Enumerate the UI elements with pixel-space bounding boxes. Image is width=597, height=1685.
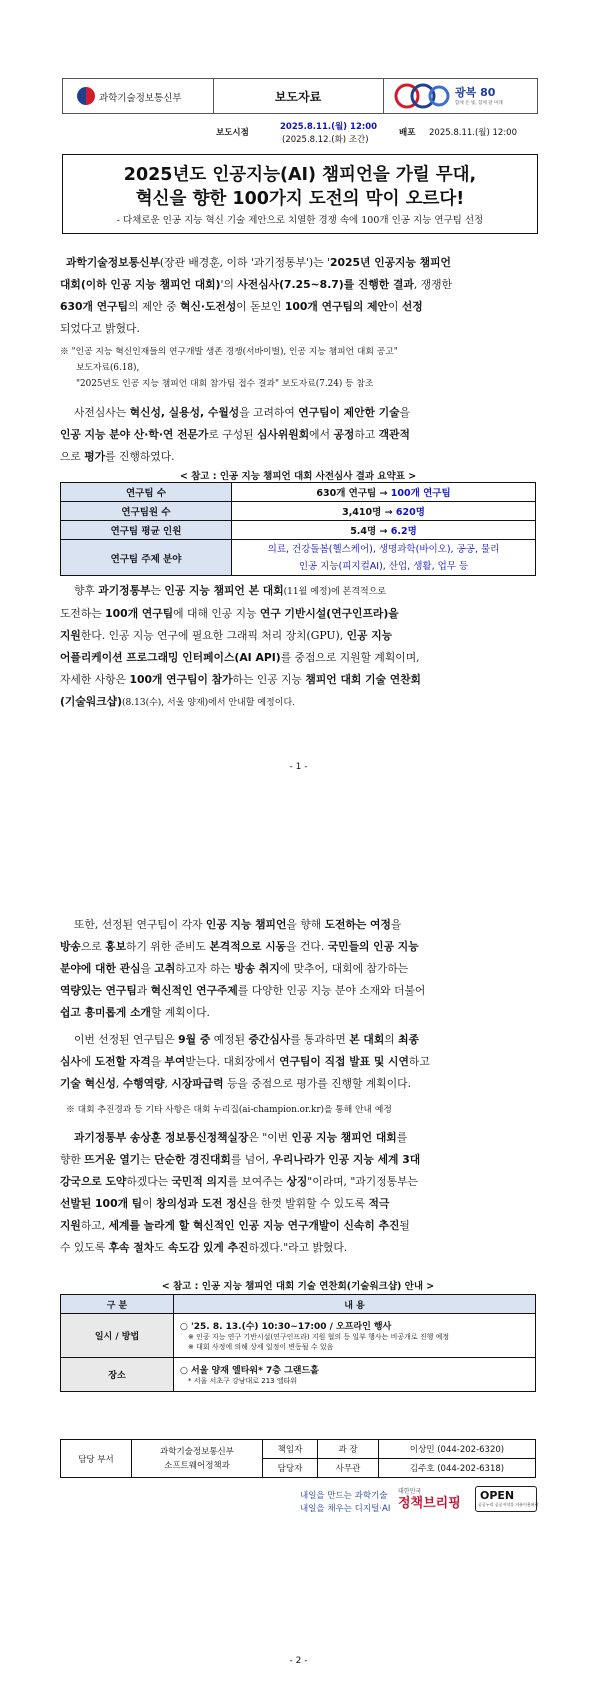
text-run: 챔피언 대회 기술 연찬회 (305, 673, 421, 686)
headline-line-2: 혁신을 향한 100가지 도전의 막이 오르다! (135, 189, 465, 209)
value-after: 100개 연구팀 (390, 488, 451, 499)
note-line: ※ "인공 지능 혁신인재들의 연구개발 생존 경쟁(서바이벌), 인공 지능 챔피언 대회 공고" (60, 347, 398, 357)
note-line: 보도자료(6.18), (76, 363, 140, 373)
table-row (61, 1358, 536, 1392)
note-reference (60, 344, 536, 392)
table-cell-content (174, 1314, 536, 1358)
text-run: 혁신적인 연구주제 (150, 984, 238, 997)
emblem-subtext: 함께 온 빛, 함께 갈 미래 (455, 101, 503, 106)
text-run: 인공 지능 챔피언 본 대회 (164, 584, 284, 597)
text-run: 선정 (401, 300, 423, 313)
text-run: 2025년 인공지능 챔피언 (329, 256, 451, 269)
role-label: 책임자 (263, 1440, 318, 1459)
text-run: 과 (136, 984, 151, 997)
text-run: 100개 연구팀이 참가 (129, 673, 233, 686)
field-line: 인공 지능(피지컬AI), 산업, 생활, 업무 등 (298, 560, 469, 572)
paragraph-screening (60, 402, 536, 468)
text-run: 연구 기반시설(연구인프라)을 (259, 607, 399, 620)
text-run: 속도감 있게 추진 (167, 1241, 249, 1254)
text-run: 인공 지능 (346, 629, 393, 642)
text-run: 창의성과 도전 정신 (156, 1197, 248, 1210)
open-license-badge (475, 1486, 537, 1512)
event-note: ※ 대회 사정에 의해 상세 일정이 변동될 수 있음 (188, 1343, 334, 1351)
text-run: 향후 (74, 584, 99, 597)
text-run: 중간심사 (248, 1033, 291, 1046)
text-run: 기술 혁신성 (60, 1077, 116, 1090)
text-run: 또한, 선정된 연구팀이 각자 (74, 918, 206, 931)
event-note: ※ 인공 지능 연구 기반시설(연구인프라) 지원 협의 등 일부 행사는 비공개로 진행 예정 (188, 1333, 450, 1341)
paragraph-evaluation (60, 1029, 536, 1095)
dept-line: 과학기술정보통신부 (160, 1446, 234, 1457)
text-run: 를 진행하였다. (105, 450, 175, 463)
text-run: 하고자 하는 (175, 962, 235, 975)
ministry-logo-icon (77, 87, 95, 105)
text-run: 을 향해 (286, 918, 325, 931)
release-info (62, 120, 536, 150)
text-run: 100개 연구팀의 제안 (284, 300, 388, 313)
text-run: 수행역량 (122, 1077, 165, 1090)
emblem-text: 광복 80 (455, 86, 496, 99)
table-cell-label: 연구팀 수 (61, 483, 232, 502)
text-run: 평가 (84, 450, 106, 463)
text-run: 에 (80, 1055, 95, 1068)
text-run: 9월 중 (178, 1033, 211, 1046)
text-run: 를 보여주는 (227, 1175, 287, 1188)
text-run: 예정된 (210, 1033, 249, 1046)
press-header (62, 78, 538, 114)
slogan-line: 내일을 채우는 디지털·AI (300, 1504, 391, 1514)
text-run: 하겠다."라고 밝혔다. (248, 1241, 348, 1254)
text-run: 하겠다는 (126, 1175, 172, 1188)
page-number-2: - 2 - (289, 1656, 308, 1666)
text-run: 를 중점으로 지원할 계획이며, (280, 651, 420, 664)
text-run: 하기 위한 준비도 (126, 940, 210, 953)
text-run: 받는다. 대회장에서 (185, 1055, 280, 1068)
table-cell-label: 연구팀 주제 분야 (61, 540, 232, 576)
event-table (60, 1294, 536, 1392)
text-run: 사전심사는 (74, 406, 130, 419)
text-run: 될 (399, 1219, 410, 1232)
summary-caption: < 참고 : 인공 지능 챔피언 대회 사전심사 결과 요약표 > (179, 471, 417, 482)
text-run: 을 (150, 1055, 165, 1068)
role-title: 사무관 (318, 1459, 379, 1478)
text-run: 단순한 경진대회 (154, 1153, 231, 1166)
dept-label: 담당 부서 (61, 1440, 132, 1478)
table-row (61, 502, 536, 521)
paragraph-intro (60, 252, 536, 340)
press-release-label: 보도자료 (274, 90, 322, 104)
text-run: "이라며, "과기정통부는 (307, 1175, 418, 1188)
text-run: 을 한껏 발휘할 수 있도록 (247, 1197, 369, 1210)
text-run: 에 맞추어, 대회에 참가하는 (279, 962, 409, 975)
text-run: 을 (390, 918, 402, 931)
text-run: 지원 (60, 629, 81, 642)
emblem-cell (383, 79, 537, 113)
text-run: 는 (150, 584, 165, 597)
text-run: 을 고려하여 (239, 406, 299, 419)
role-title: 과 장 (318, 1440, 379, 1459)
text-run: 를 넘어, (230, 1153, 273, 1166)
text-run: 국민들의 인공 지능 (327, 940, 419, 953)
text-run: 한다. 인공 지능 연구에 필요한 그래픽 처리 장치(GPU), (80, 629, 347, 642)
event-address: * 서울 서초구 강남대로 213 엘타워 (188, 1377, 298, 1385)
event-venue: ○ 서울 양재 엘타워* 7층 그랜드홀 (180, 1366, 319, 1376)
table-row (61, 1440, 536, 1459)
text-run: 국민적 의지 (171, 1175, 228, 1188)
text-run: , (115, 1077, 123, 1090)
text-run: 연구팀이 직접 발표 및 시연 (279, 1055, 409, 1068)
text-run: 하고 (408, 1055, 430, 1068)
text-run: 선발된 100개 팀 (60, 1197, 143, 1210)
text-run: 인공 지능 챔피언 대회 (291, 1131, 397, 1144)
distribution-date: 2025.8.11.(월) 12:00 (429, 128, 518, 138)
text-run: 강국으로 도약 (60, 1175, 127, 1188)
text-run: 로 구성된 (208, 428, 257, 441)
dept-line: 소프트웨어정책과 (164, 1460, 230, 1471)
text-run: 뜨거운 열기 (84, 1153, 141, 1166)
contact-name-phone: 이상민 (044-202-6320) (379, 1440, 536, 1459)
text-run: 를 (396, 1131, 408, 1144)
text-run: 시장파급력 (171, 1077, 224, 1090)
paragraph-quote (60, 1127, 536, 1259)
text-run: 공정 (333, 428, 355, 441)
table-cell-label: 장소 (61, 1358, 174, 1392)
value-after: 620명 (395, 507, 425, 518)
text-run: 인공 지능 분야 산·학·연 전문가 (60, 428, 209, 441)
text-run: 등을 중점으로 평가를 진행할 계획이다. (223, 1077, 412, 1090)
open-subtext: 공공누리 공공저작물 자유이용허락 (478, 1502, 539, 1507)
text-run: 역량있는 연구팀 (60, 984, 137, 997)
value-before: 5.4명 → (350, 526, 391, 537)
table-cell-value (232, 502, 536, 521)
value-before: 630개 연구팀 → (316, 488, 391, 499)
text-run: 방송 (60, 940, 81, 953)
text-run: 자세한 사항은 (60, 673, 130, 686)
distribution-label: 배포 (399, 128, 416, 138)
text-run: 하는 인공 지능 (232, 673, 306, 686)
table-cell-content (174, 1358, 536, 1392)
text-run: 고취 (154, 962, 176, 975)
text-run: 이 (142, 1197, 157, 1210)
text-run: 홍보 (105, 940, 127, 953)
text-run: 을 (399, 406, 411, 419)
table-row (61, 483, 536, 502)
text-run: , (164, 1077, 172, 1090)
text-run: 하고 (354, 428, 379, 441)
table-row (61, 540, 536, 576)
text-run: 심사 (60, 1055, 81, 1068)
text-run: 은 "이번 (248, 1131, 292, 1144)
headline-line-1: 2025년도 인공지능(AI) 챔피언을 가릴 무대, (123, 165, 477, 185)
embargo-note: (2025.8.12.(화) 조간) (282, 135, 369, 145)
liberation-80-emblem-icon (393, 82, 451, 110)
text-run: 를 통과하면 (290, 1033, 350, 1046)
paragraph-broadcast (60, 914, 536, 1024)
text-run: 최종 (398, 1033, 419, 1046)
text-run: 이번 선정된 연구팀은 (74, 1033, 179, 1046)
text-run: 의 (384, 1033, 399, 1046)
title-box (62, 154, 538, 234)
text-run: 되었다고 밝혔다. (60, 322, 140, 335)
text-run: 우리나라가 인공 지능 세계 3대 (272, 1153, 421, 1166)
text-run: 상징 (286, 1175, 308, 1188)
text-run: , 쟁쟁한 (413, 278, 452, 291)
value-after: 6.2명 (390, 526, 417, 537)
text-run: 이 돋보인 (236, 300, 285, 313)
text-run: 의 제안 중 (128, 300, 181, 313)
text-run: 심사위원회 (257, 428, 310, 441)
table-cell-label: 연구팀 평균 인원 (61, 521, 232, 540)
text-run: 본 대회 (349, 1033, 385, 1046)
slogan (300, 1490, 390, 1516)
text-run: (11월 예정)에 본격적으로 (283, 587, 387, 597)
brief-name: 정책브리핑 (398, 1496, 461, 1511)
text-run: 세계를 놀라게 할 혁신적인 인공 지능 연구개발이 신속히 추진 (108, 1219, 400, 1232)
text-run: 방송 취지 (234, 962, 280, 975)
text-run: 을 (140, 962, 155, 975)
field-line: 의료, 건강돌봄(헬스케어), 생명과학(바이오), 공공, 물리 (267, 543, 500, 555)
press-label-cell (213, 79, 384, 113)
text-run: 사전심사(7.25~8.7)를 진행한 결과 (237, 278, 414, 291)
text-run: 적극 (368, 1197, 390, 1210)
text-run: 이 (387, 300, 402, 313)
text-run: 을 건다. (286, 940, 328, 953)
ministry-cell (63, 79, 214, 113)
table-row (61, 521, 536, 540)
note-line: "2025년도 인공 지능 챔피언 대회 참가팀 접수 결과" 보도자료(7.24) 등 참조 (76, 379, 374, 389)
text-run: 분야에 대한 관심 (60, 962, 141, 975)
text-run: (기술워크샵) (60, 695, 123, 708)
contact-name-phone: 김주호 (044-202-6318) (379, 1459, 536, 1478)
text-run: 도전하는 (60, 607, 106, 620)
contact-table (60, 1439, 536, 1478)
text-run: 혁신·도전성 (180, 300, 237, 313)
text-run: 100개 연구팀 (105, 607, 174, 620)
text-run: 부여 (164, 1055, 186, 1068)
text-run: 연구팀이 제안한 기술 (298, 406, 400, 419)
text-run: 혁신성, 실용성, 수월성 (129, 406, 240, 419)
text-run: 하고, (80, 1219, 109, 1232)
note-website: ※ 대회 추진경과 등 기타 사항은 대회 누리집(ai-champion.or.kr)을 통해 안내 예정 (66, 1105, 392, 1115)
text-run: 에서 (309, 428, 334, 441)
text-run: 는 (140, 1153, 155, 1166)
text-run: 할 계획이다. (150, 1006, 210, 1019)
text-run: 도전할 자격 (94, 1055, 151, 1068)
text-run: 지원 (60, 1219, 81, 1232)
text-run: 를 다양한 인공 지능 분야 소재와 더불어 (237, 984, 426, 997)
role-label: 담당자 (263, 1459, 318, 1478)
paragraph-support (60, 580, 536, 714)
table-cell-value (232, 521, 536, 540)
text-run: 본격적으로 시동 (209, 940, 287, 953)
text-run: 향한 (60, 1153, 85, 1166)
value-before: 3,410명 → (342, 507, 396, 518)
brief-small: 대한민국 (398, 1488, 422, 1495)
text-run: 도 (154, 1241, 168, 1254)
text-run: (8.13(수), 서울 양재)에서 안내할 예정이다. (122, 698, 295, 708)
table-cell-value (232, 483, 536, 502)
page-number-1: - 1 - (289, 762, 308, 772)
table-cell-label: 연구팀원 수 (61, 502, 232, 521)
text-run: 으로 (80, 940, 106, 953)
slogan-line: 내일을 만드는 과학기술 (300, 1491, 388, 1501)
text-run: 어플리케이션 프로그래밍 인터페이스(AI API) (60, 651, 281, 664)
open-text: OPEN (480, 1489, 515, 1502)
text-run: 쉽고 흥미롭게 소개 (60, 1006, 151, 1019)
table-cell-value (232, 540, 536, 576)
event-caption: < 참고 : 인공 지능 챔피언 대회 기술 연찬회(기술워크샵) 안내 > (161, 1281, 435, 1292)
summary-table (60, 482, 536, 576)
text-run: 대회(이하 인공 지능 챔피언 대회) (60, 278, 221, 291)
text-run: 630개 연구팀 (60, 300, 129, 313)
text-run: 인공 지능 챔피언 (205, 918, 287, 931)
text-run: 도전하는 여정 (324, 918, 391, 931)
table-cell-label: 일시 / 방법 (61, 1314, 174, 1358)
embargo-date: 2025.8.11.(월) 12:00 (280, 122, 378, 132)
column-header: 구 분 (61, 1295, 174, 1314)
subtitle: - 다채로운 인공 지능 혁신 기술 제안으로 치열한 경쟁 속에 100개 인공 지능 연구팀 선정 (116, 215, 484, 226)
text-run: 객관적 (378, 428, 410, 441)
text-run: (장관 배경훈, 이하 '과기정통부')는 ' (159, 256, 330, 269)
dept-name (132, 1440, 263, 1478)
text-run: 수 있도록 (60, 1241, 109, 1254)
text-run: 으로 (60, 450, 85, 463)
event-datetime: ○ '25. 8. 13.(수) 10:30~17:00 / 오프라인 행사 (180, 1322, 392, 1332)
table-header-row (61, 1295, 536, 1314)
ministry-name: 과학기술정보통신부 (99, 93, 182, 104)
text-run: '의 (220, 278, 238, 291)
column-header: 내 용 (174, 1295, 536, 1314)
text-run: 에 대해 인공 지능 (173, 607, 260, 620)
text-run: 과기정통부 (98, 584, 151, 597)
text-run: 과기정통부 송상훈 정보통신정책실장 (74, 1131, 249, 1144)
embargo-label: 보도시점 (216, 128, 249, 138)
table-row (61, 1314, 536, 1358)
policy-briefing-logo (398, 1486, 461, 1510)
text-run: 과학기술정보통신부 (66, 256, 160, 269)
text-run: 후속 절차 (108, 1241, 155, 1254)
